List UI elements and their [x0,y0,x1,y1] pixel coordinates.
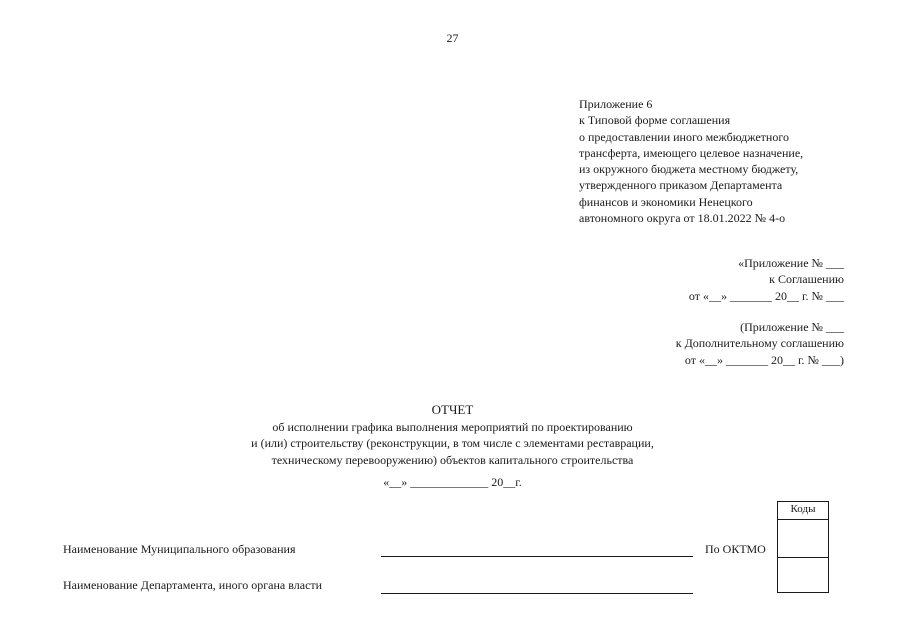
report-title: ОТЧЕТ [431,402,474,417]
report-subtitle-line: техническому перевооружению) объектов капитального строительства [271,452,634,467]
municipality-field[interactable] [381,556,693,557]
appendix-line: Приложение 6 [579,97,653,111]
codes-divider [777,519,829,520]
report-date: «__» _____________ 20__г. [383,475,522,489]
department-field[interactable] [381,593,693,594]
agreement-ref-line: к Соглашению [769,272,844,287]
appendix-line: автономного округа от 18.01.2022 № 4-о [579,211,786,226]
appendix-header [579,96,803,226]
supplementary-ref-line: (Приложение № ___ [740,320,844,334]
agreement-ref-line: «Приложение № ___ [738,256,844,270]
appendix-line: из окружного бюджета местному бюджету, [579,162,799,177]
agreement-ref-line: от «__» _______ 20__ г. № ___ [688,288,844,303]
supplementary-ref-line: от «__» _______ 20__ г. № ___) [684,352,844,367]
appendix-line: трансферта, имеющего целевое назначение, [579,145,804,160]
codes-header: Коды [790,503,816,515]
appendix-line: о предоставлении иного межбюджетного [579,129,789,144]
supplementary-ref-line: к Дополнительному соглашению [675,336,844,351]
report-title-block [0,402,905,468]
report-subtitle-line: и (или) строительству (реконструкции, в том числе с элементами реставрации, [251,436,654,450]
municipality-label: Наименование Муниципального образования [63,542,296,556]
appendix-line: финансов и экономики Ненецкого [579,194,753,209]
oktmo-label: По ОКТМО [705,542,766,556]
department-label: Наименование Департамента, иного органа власти [63,578,323,592]
codes-divider [777,557,829,558]
appendix-line: к Типовой форме соглашения [579,113,731,128]
appendix-line: утвержденного приказом Департамента [579,178,783,193]
supplementary-agreement-reference [676,319,844,368]
agreement-reference [689,255,844,304]
report-subtitle-line: об исполнении графика выполнения мероприятий по проектированию [272,419,633,434]
page-number: 27 [446,31,459,45]
